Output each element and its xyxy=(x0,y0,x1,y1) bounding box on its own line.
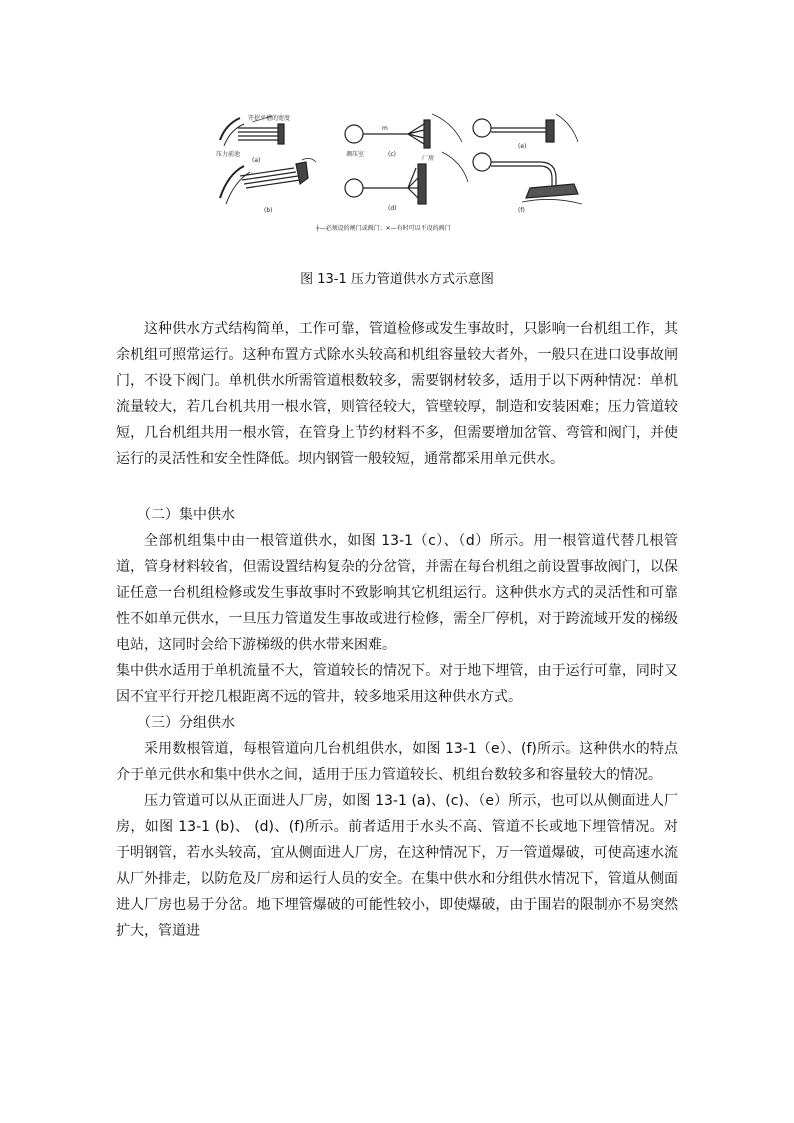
body-text-block-1 xyxy=(116,316,678,472)
pipeline-diagram xyxy=(212,112,682,240)
label-mark: m xyxy=(382,125,388,132)
label-surge-chamber: 调压室 xyxy=(346,151,365,158)
label-sub-f: (f) xyxy=(518,207,525,214)
label-sub-c: (c) xyxy=(388,151,396,158)
section-heading-grouped: （三）分组供水 xyxy=(137,715,235,731)
figure-caption: 图 13-1 压力管道供水方式示意图 xyxy=(300,272,494,287)
paragraph-grouped-supply: 采用数根管道，每根管道向几台机组供水，如图 13-1（e）、(f)所示。这种供水的特点介于单元供水和集中供水之间，适用于压力管道较长、机组台数较多和容量较大的情况。 xyxy=(116,741,678,783)
label-sub-d: (d) xyxy=(388,205,397,212)
paragraph-centralized-usage: 集中供水适用于单机流量不大，管道较长的情况下。对于地下埋管，由于运行可靠，同时又因不宜平行开挖几根距离不远的管井，较多地采用这种供水方式。 xyxy=(116,663,678,705)
label-sub-e: (e) xyxy=(518,143,527,150)
paragraph-centralized-supply: 全部机组集中由一根管道供水，如图 13-1（c）、（d）所示。用一根管道代替几根管道，管身材料较省，但需设置结构复杂的分岔管，并需在每台机组之前设置事故阀门，以保证任意一台机组检修或发生事故事时不致影响其它机组运行。这种供水方式的灵活性和可靠性不如单元供水，一旦压力管道发生事故或进行检修，需全厂停机，对于跨流域开发的梯级电站，这同时会给下游梯级的供水带来困难。 xyxy=(116,533,678,653)
label-width-note: 开挖平槽的宽度 xyxy=(248,115,291,122)
label-sub-b: (b) xyxy=(264,207,273,214)
label-plant: 厂房 xyxy=(422,155,435,162)
paragraph-pipe-entry: 压力管道可以从正面进人厂房，如图 13-1 (a)、(c)、（e）所示，也可以从侧面进人厂房，如图 13-1 (b)、 (d)、(f)所示。前者适用于水头不高、管道不长或地下埋管情况。对于明钢管，若水头较高，宜从侧面进人厂房，在这种情况下，万一管道爆破，可使高速水流从厂外排走，以防危及厂房和运行人员的安全。在集中供水和分组供水情况下，管道从侧面进人厂房也易于分岔。地下埋管爆破的可能性较小，即使爆破，由于围岩的限制亦不易突然扩大，管道进 xyxy=(116,793,678,939)
figure-legend: ┼—必须设的闸门或阀门；✕—有时可以不设的阀门 xyxy=(316,225,451,232)
body-text-block-2 xyxy=(116,502,678,944)
label-sub-a: (a) xyxy=(252,157,261,164)
pipeline-figure xyxy=(212,112,682,240)
section-heading-centralized: （二）集中供水 xyxy=(137,507,235,523)
paragraph-unit-supply: 这种供水方式结构简单，工作可靠，管道检修或发生事故时，只影响一台机组工作，其余机组可照常运行。这种布置方式除水头较高和机组容量较大者外，一般只在进口设事故闸门，不设下阀门。单机供水所需管道根数较多，需要钢材较多，适用于以下两种情况：单机流量较大，若几台机共用一根水管，则管径较大，管壁较厚，制造和安装困难；压力管道较短，几台机组共用一根水管，在管身上节约材料不多，但需要增加岔管、弯管和阀门，并使运行的灵活性和安全性降低。坝内钢管一般较短，通常都采用单元供水。 xyxy=(116,321,678,467)
label-inlet: 压力前池 xyxy=(216,151,241,158)
